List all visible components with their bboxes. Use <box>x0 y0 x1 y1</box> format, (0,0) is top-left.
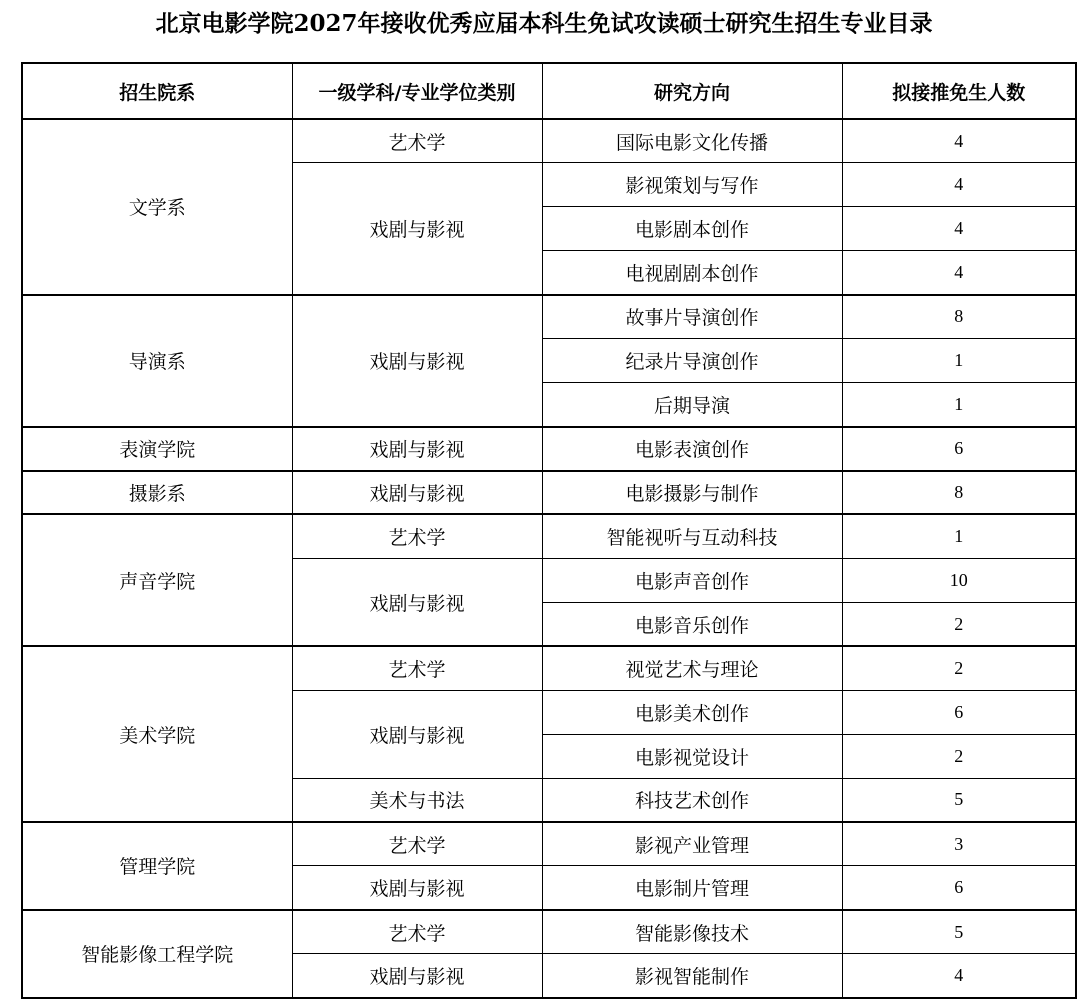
discipline-cell: 戏剧与影视 <box>292 954 542 998</box>
quota-cell: 8 <box>842 295 1076 339</box>
department-cell: 文学系 <box>22 119 292 295</box>
discipline-cell: 戏剧与影视 <box>292 427 542 471</box>
discipline-cell: 艺术学 <box>292 514 542 558</box>
discipline-cell: 戏剧与影视 <box>292 295 542 427</box>
quota-cell: 2 <box>842 602 1076 646</box>
quota-cell: 1 <box>842 514 1076 558</box>
table-row <box>22 119 1076 163</box>
discipline-cell: 艺术学 <box>292 646 542 690</box>
table-row <box>22 295 1076 339</box>
discipline-cell: 艺术学 <box>292 822 542 866</box>
direction-cell: 电视剧剧本创作 <box>542 251 842 295</box>
table-body <box>22 119 1076 998</box>
header-row <box>22 63 1076 119</box>
quota-cell: 2 <box>842 646 1076 690</box>
table-row <box>22 646 1076 690</box>
department-cell: 导演系 <box>22 295 292 427</box>
discipline-cell: 戏剧与影视 <box>292 471 542 515</box>
quota-cell: 3 <box>842 822 1076 866</box>
direction-cell: 纪录片导演创作 <box>542 339 842 383</box>
discipline-cell: 戏剧与影视 <box>292 163 542 295</box>
direction-cell: 电影制片管理 <box>542 866 842 910</box>
table-row <box>22 822 1076 866</box>
direction-cell: 智能影像技术 <box>542 910 842 954</box>
direction-cell: 故事片导演创作 <box>542 295 842 339</box>
direction-cell: 后期导演 <box>542 383 842 427</box>
quota-cell: 6 <box>842 690 1076 734</box>
direction-cell: 电影美术创作 <box>542 690 842 734</box>
quota-cell: 10 <box>842 558 1076 602</box>
document-title: 北京电影学院2027年接收优秀应届本科生免试攻读硕士研究生招生专业目录 <box>155 10 933 37</box>
quota-cell: 4 <box>842 119 1076 163</box>
discipline-cell: 戏剧与影视 <box>292 690 542 778</box>
table-row <box>22 471 1076 515</box>
quota-cell: 2 <box>842 734 1076 778</box>
discipline-cell: 艺术学 <box>292 119 542 163</box>
quota-cell: 1 <box>842 383 1076 427</box>
quota-cell: 4 <box>842 251 1076 295</box>
direction-cell: 视觉艺术与理论 <box>542 646 842 690</box>
direction-cell: 电影音乐创作 <box>542 602 842 646</box>
direction-cell: 影视产业管理 <box>542 822 842 866</box>
discipline-cell: 戏剧与影视 <box>292 866 542 910</box>
direction-cell: 影视智能制作 <box>542 954 842 998</box>
direction-cell: 电影声音创作 <box>542 558 842 602</box>
department-cell: 美术学院 <box>22 646 292 822</box>
direction-cell: 智能视听与互动科技 <box>542 514 842 558</box>
quota-cell: 1 <box>842 339 1076 383</box>
department-cell: 摄影系 <box>22 471 292 515</box>
direction-cell: 电影表演创作 <box>542 427 842 471</box>
department-cell: 智能影像工程学院 <box>22 910 292 998</box>
quota-cell: 4 <box>842 163 1076 207</box>
quota-cell: 5 <box>842 778 1076 822</box>
direction-cell: 国际电影文化传播 <box>542 119 842 163</box>
quota-cell: 6 <box>842 866 1076 910</box>
direction-cell: 电影摄影与制作 <box>542 471 842 515</box>
header-department: 招生院系 <box>22 63 292 119</box>
admissions-catalog-table <box>21 62 1077 999</box>
direction-cell: 影视策划与写作 <box>542 163 842 207</box>
quota-cell: 8 <box>842 471 1076 515</box>
table-row <box>22 427 1076 471</box>
department-cell: 表演学院 <box>22 427 292 471</box>
discipline-cell: 艺术学 <box>292 910 542 954</box>
quota-cell: 4 <box>842 954 1076 998</box>
department-cell: 声音学院 <box>22 514 292 646</box>
quota-cell: 4 <box>842 207 1076 251</box>
table-row <box>22 514 1076 558</box>
direction-cell: 电影视觉设计 <box>542 734 842 778</box>
direction-cell: 科技艺术创作 <box>542 778 842 822</box>
department-cell: 管理学院 <box>22 822 292 910</box>
header-discipline: 一级学科/专业学位类别 <box>292 63 542 119</box>
quota-cell: 6 <box>842 427 1076 471</box>
header-quota: 拟接推免生人数 <box>842 63 1076 119</box>
quota-cell: 5 <box>842 910 1076 954</box>
header-direction: 研究方向 <box>542 63 842 119</box>
table-row <box>22 910 1076 954</box>
discipline-cell: 戏剧与影视 <box>292 558 542 646</box>
direction-cell: 电影剧本创作 <box>542 207 842 251</box>
discipline-cell: 美术与书法 <box>292 778 542 822</box>
